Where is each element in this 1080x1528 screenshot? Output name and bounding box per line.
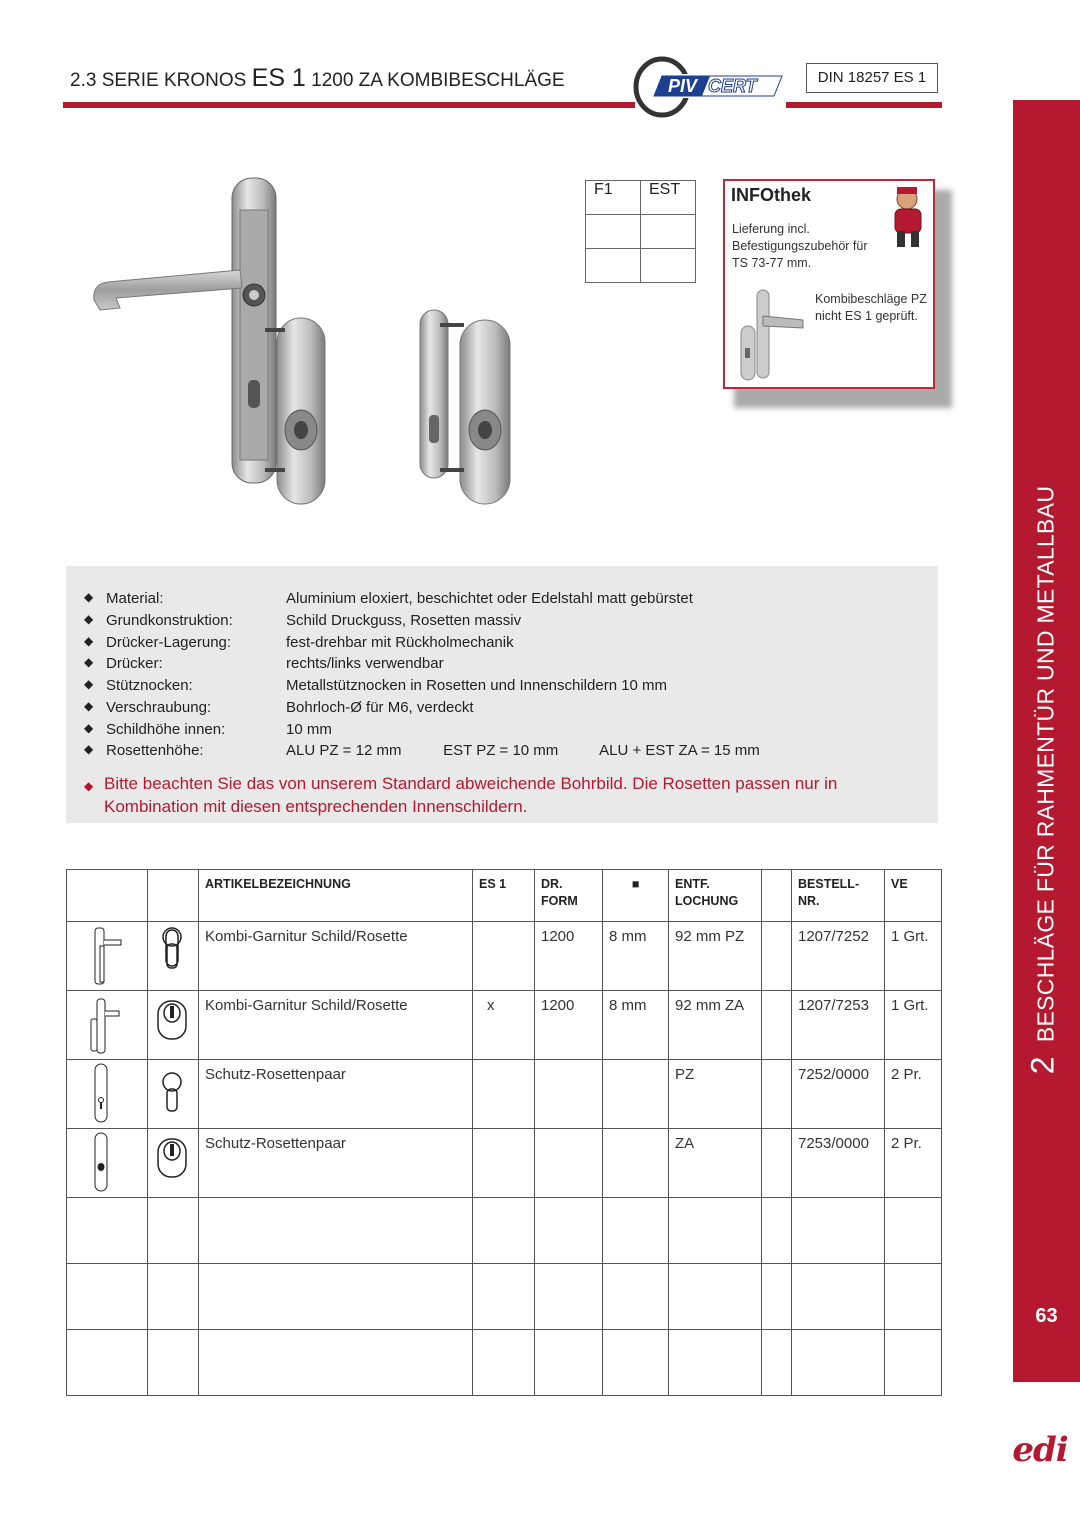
mascot-icon [885,185,931,249]
section-number: 2.3 [70,70,97,91]
infothek-note-text: Kombibeschläge PZ nicht ES 1 geprüft. [815,292,927,323]
col-es1: ES 1 [473,870,535,922]
feature-list: ◆ Material: Aluminium eloxiert, beschichtet oder Edelstahl matt gebürstet ◆ Grundkonstruktion: Schild Druckguss, Rosetten massiv ◆ Drücker-Lagerung: fest-drehbar mit Rückholmechanik ◆ Drücker: rechts/links verwendbar ◆ Stütznocken: Metallstütznocken in Rosetten und Innenschildern 10 mm ◆ Verschraubung: Bohrloch-Ø für M6, verdeckt ◆ Schildhöhe innen: 10 mm ◆ Rosettenhöhe: ALU PZ = 12 mm EST PZ = 10 mm ALU + EST ZA = 15 mm ◆ Bitte beachten Sie das von unserem Standard abweichende Bohrbild. Die Rosetten passen nur in Kombination mit diesen entsprechenden Innenschildern. [66,566,938,823]
title-underline-right [786,102,942,108]
inner-plate-pz-icon [67,1060,148,1129]
chapter-number: 2 [1024,1056,1061,1075]
page-title [70,64,565,93]
security-class: ES 1 [251,64,306,92]
svg-text:CERT: CERT [708,76,757,96]
table-row: Schutz-Rosettenpaar ZA 7253/0000 2 Pr. [67,1129,942,1198]
finish-cell [641,215,696,249]
product-photo [80,170,520,520]
empty-row [67,1198,942,1264]
finish-est-header: EST [641,181,696,215]
table-row: Kombi-Garnitur Schild/Rosette x 1200 8 mm 92 mm ZA 1207/7253 1 Grt. [67,991,942,1060]
title-rest: 1200 ZA KOMBIBESCHLÄGE [311,70,565,91]
table-header-row [67,870,942,922]
rosette-pz-icon [148,1060,199,1129]
pivcert-logo [632,56,792,118]
col-ve: VE [885,870,942,922]
infothek-delivery-text: Lieferung incl. Befestigungszubehör für TS 73-77 mm. [732,222,868,270]
finish-f1-header: F1 [586,181,641,215]
infothek-title: INFOthek [731,185,812,205]
col-artikel: ARTIKELBEZEICHNUNG [199,870,473,922]
finish-cell [641,249,696,283]
table-row: Kombi-Garnitur Schild/Rosette 1200 8 mm 92 mm PZ 1207/7252 1 Grt. [67,922,942,991]
finish-cell [586,249,641,283]
empty-row [67,1330,942,1396]
rosette-za-icon [148,1129,199,1198]
infothek-box [723,179,935,389]
empty-row [67,1264,942,1330]
finish-cell [586,215,641,249]
chapter-side-band [1013,100,1080,1382]
handle-plate-pz-icon [67,922,148,991]
infothek-product-thumb [733,286,809,384]
inner-plate-za-icon [67,1129,148,1198]
edi-brand-logo: edi [1012,1430,1068,1470]
rosette-pz-icon [148,922,199,991]
handle-plate-za-icon [67,991,148,1060]
table-row: Schutz-Rosettenpaar PZ 7252/0000 2 Pr. [67,1060,942,1129]
rosette-za-icon [148,991,199,1060]
chapter-title: 2BESCHLÄGE FÜR RAHMENTÜR UND METALLBAU [1024,485,1061,1075]
finish-table [585,180,696,283]
product-table [66,869,942,1396]
page-number: 63 [1035,1305,1058,1327]
col-entf-lochung: ENTF. LOCHUNG [669,870,762,922]
col-bestell-nr: BESTELL- NR. [792,870,885,922]
col-square: ■ [603,870,669,922]
svg-text:PIV: PIV [668,76,698,96]
series-name: SERIE KRONOS [101,70,247,91]
col-dr-form: DR. FORM [535,870,603,922]
din-norm-box: DIN 18257 ES 1 [806,63,938,93]
title-underline [63,102,635,108]
